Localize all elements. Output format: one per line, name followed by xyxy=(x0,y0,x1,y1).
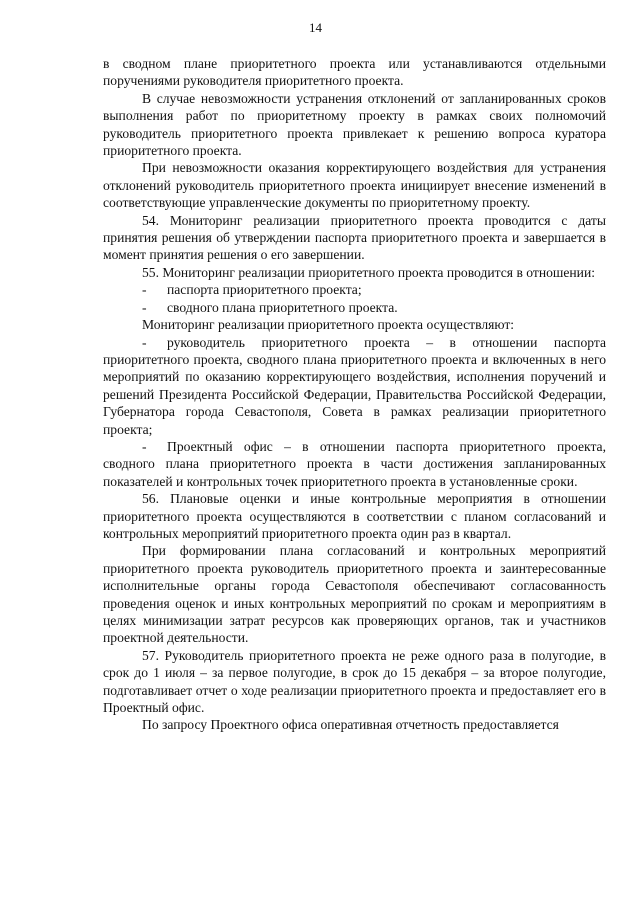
list-item xyxy=(103,281,606,298)
list-dash: - xyxy=(142,438,147,454)
paragraph-item-54: 54. Мониторинг реализации приоритетного проекта проводится с даты принятия решения об утверждении паспорта приоритетного проекта и завершается в момент принятия решения о его завершении. xyxy=(103,212,606,263)
paragraph: По запросу Проектного офиса оперативная отчетность предоставляется xyxy=(142,717,559,733)
paragraph: Мониторинг реализации приоритетного проекта осуществляют: xyxy=(142,317,515,333)
paragraph: В случае невозможности устранения отклонений от запланированных сроков выполнения работ по приоритетному проекту в рамках своих полномочий руководитель приоритетного проекта привлекает к решению вопроса куратора приоритетного проекта. xyxy=(103,90,606,159)
paragraph-item-56: 56. Плановые оценки и иные контрольные мероприятия в отношении приоритетного проекта осуществляются в соответствии с планом согласований и контрольных мероприятий приоритетного проекта один раз в квартал. xyxy=(103,491,606,541)
page-number: 14 xyxy=(309,20,322,35)
list-item xyxy=(103,299,606,316)
paragraph: При формировании плана согласований и контрольных мероприятий приоритетного проекта руководитель приоритетного проекта и заинтересованные исполнительные органы города Севастополя обеспечивают согласованность проведения оценок и иных контрольных мероприятий по срокам и мероприятиям в целях минимизации затрат ресурсов как проверяющих органов, так и участников проектной деятельности. xyxy=(103,543,606,646)
list-dash: - xyxy=(142,334,147,350)
paragraph: в сводном плане приоритетного проекта или устанавливаются отдельными поручениями руководителя приоритетного проекта. xyxy=(103,56,606,89)
paragraph: При невозможности оказания корректирующего воздействия для устранения отклонений руководитель приоритетного проекта инициирует внесение изменений в соответствующие управленческие документы по приоритетному проекту. xyxy=(103,160,606,211)
list-item-text: паспорта приоритетного проекта; xyxy=(167,282,362,298)
list-item xyxy=(103,334,606,438)
list-item-text: Проектный офис – в отношении паспорта приоритетного проекта, сводного плана приоритетного проекта в части достижения запланированных показателей и контрольных точек приоритетного проекта в установленные сроки. xyxy=(103,438,606,489)
list-dash: - xyxy=(142,299,147,315)
document-body xyxy=(103,55,606,734)
list-item-text: сводного плана приоритетного проекта. xyxy=(167,299,398,315)
list-dash: - xyxy=(142,282,147,298)
list-item-text: руководитель приоритетного проекта – в отношении паспорта приоритетного проекта, сводного плана приоритетного проекта и включенных в него мероприятий по оказанию корректирующего воздействия, исполнения поручений и решений Президента Российской Федерации, Правительства Российской Федерации, Губернатора города Севастополя, Совета в рамках реализации приоритетного проекта; xyxy=(103,334,606,437)
paragraph-item-57: 57. Руководитель приоритетного проекта не реже одного раза в полугодие, в срок до 1 июля – за первое полугодие, в срок до 15 декабря – за второе полугодие, подготавливает отчет о ходе реализации приоритетного проекта и предоставляет его в Проектный офис. xyxy=(103,647,606,716)
paragraph-item-55: 55. Мониторинг реализации приоритетного проекта проводится в отношении: xyxy=(142,264,595,280)
list-item xyxy=(103,438,606,490)
